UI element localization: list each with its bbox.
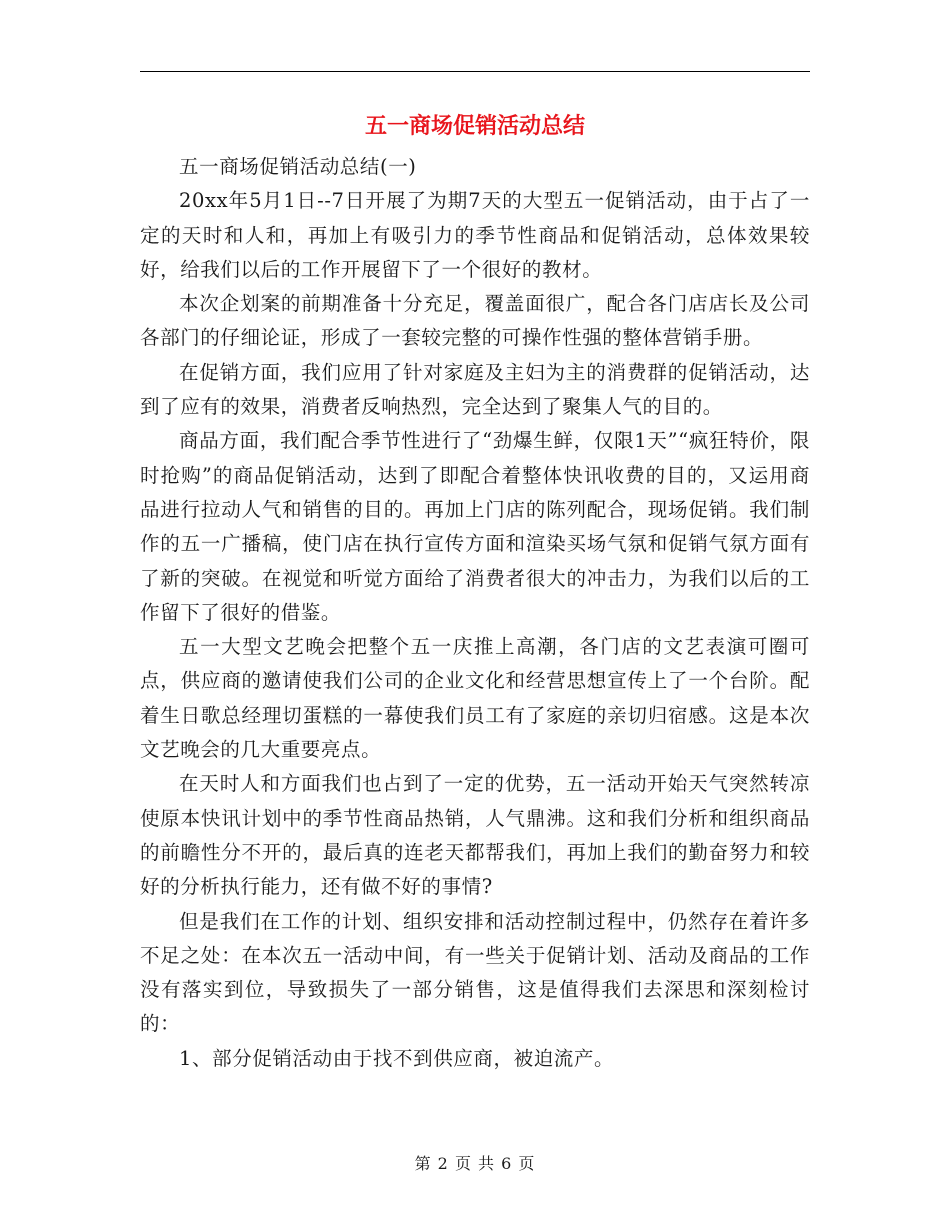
paragraph: 本次企划案的前期准备十分充足，覆盖面很广，配合各门店店长及公司各部门的仔细论证，形成了一套较完整的可操作性强的整体营销手册。 [140, 292, 810, 350]
paragraph: 但是我们在工作的计划、组织安排和活动控制过程中，仍然存在着许多不足之处：在本次五一活动中间，有一些关于促销计划、活动及商品的工作没有落实到位，导致损失了一部分销售，这是值得我们去深思和深刻检讨的： [140, 909, 810, 1036]
paragraph: 在天时人和方面我们也占到了一定的优势，五一活动开始天气突然转凉使原本快讯计划中的季节性商品热销，人气鼎沸。这和我们分析和组织商品的前瞻性分不开的，最后真的连老天都帮我们，再加上我们的勤奋努力和较好的分析执行能力，还有做不好的事情? [140, 772, 810, 899]
paragraph: 20xx年5月1日--7日开展了为期7天的大型五一促销活动，由于占了一定的天时和人和，再加上有吸引力的季节性商品和促销活动，总体效果较好，给我们以后的工作开展留下了一个很好的教材。 [140, 189, 810, 281]
header-rule [140, 71, 810, 72]
paragraph: 在促销方面，我们应用了针对家庭及主妇为主的消费群的促销活动，达到了应有的效果，消费者反响热烈，完全达到了聚集人气的目的。 [140, 360, 810, 419]
document-title: 五一商场促销活动总结 [364, 113, 585, 139]
paragraph: 商品方面，我们配合季节性进行了“劲爆生鲜，仅限1天”“疯狂特价，限时抢购”的商品促销活动，达到了即配合着整体快讯收费的目的，又运用商品进行拉动人气和销售的目的。再加上门店的陈列配合，现场促销。我们制作的五一广播稿，使门店在执行宣传方面和渲染买场气氛和促销气氛方面有了新的突破。在视觉和听觉方面给了消费者很大的冲击力，为我们以后的工作留下了很好的借鉴。 [140, 429, 810, 624]
paragraph: 五一大型文艺晚会把整个五一庆推上高潮，各门店的文艺表演可圈可点，供应商的邀请使我们公司的企业文化和经营思想宣传上了一个台阶。配着生日歌总经理切蛋糕的一幕使我们员工有了家庭的亲切归宿感。这是本次文艺晚会的几大重要亮点。 [140, 635, 810, 762]
page-footer [140, 1152, 810, 1176]
document-body [140, 150, 810, 1076]
list-item: 1、部分促销活动由于找不到供应商，被迫流产。 [179, 1046, 615, 1070]
section-heading: 五一商场促销活动总结(一) [179, 155, 417, 178]
page-number: 第 2 页 共 6 页 [414, 1154, 536, 1173]
